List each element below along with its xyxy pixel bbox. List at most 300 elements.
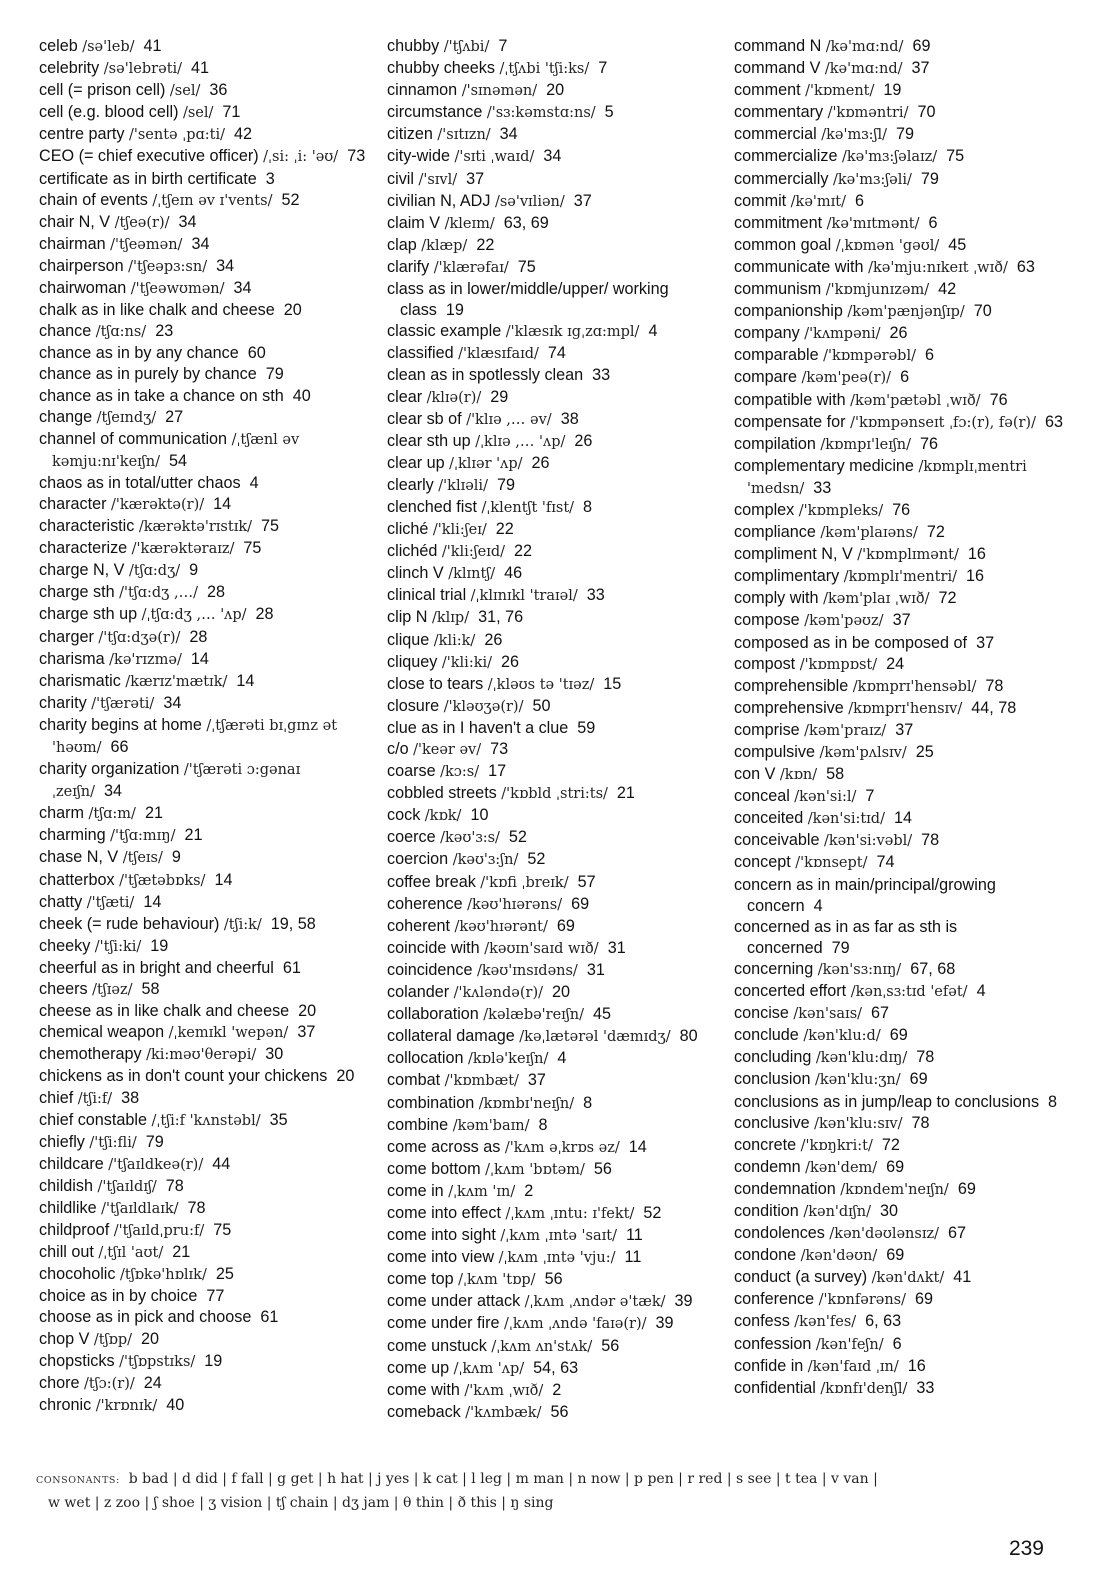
- unit-number: 26: [889, 324, 908, 343]
- index-entry: [734, 588, 1064, 610]
- headword: chickens as in don't count your chickens: [39, 1067, 328, 1086]
- unit-number: 78: [916, 1048, 935, 1067]
- unit-number: 20: [546, 81, 565, 100]
- headword: commitment: [734, 213, 823, 232]
- headword: chubby: [387, 37, 440, 55]
- unit-number: 31: [607, 938, 626, 957]
- pronunciation: /'kɒfi ˌbreɪk/: [480, 874, 569, 891]
- headword: complementary medicine: [734, 456, 914, 475]
- index-entry: [734, 323, 1064, 345]
- index-entry: [734, 102, 1064, 124]
- pronunciation: /kəm'plaɪ ˌwɪð/: [823, 591, 930, 608]
- headword: chairperson: [39, 256, 124, 275]
- pronunciation: /ˌtʃɪl 'aʊt/: [98, 1245, 164, 1262]
- unit-number: 58: [141, 980, 160, 999]
- index-entry: [39, 516, 369, 538]
- index-entry: [387, 409, 717, 431]
- index-entry: [39, 803, 369, 825]
- pronunciation: /'tʃærəti ɔ:gənaɪˌzeɪʃn/: [52, 762, 301, 801]
- unit-number: 79: [265, 365, 284, 384]
- index-entry: [387, 1026, 717, 1048]
- headword: clinical trial: [387, 586, 467, 605]
- headword: combat: [387, 1071, 441, 1090]
- unit-number: 69: [886, 1246, 905, 1265]
- pronunciation: /kɒmprɪ'hensəbl/: [852, 678, 977, 695]
- unit-number: 34: [191, 234, 210, 253]
- index-entry: [734, 1378, 1064, 1400]
- unit-number: 30: [265, 1045, 284, 1064]
- headword: confidential: [734, 1378, 816, 1397]
- headword: chalk as in like chalk and cheese: [39, 301, 275, 320]
- index-entry: [734, 764, 1064, 786]
- index-entry: [387, 58, 717, 80]
- headword: conclusions as in jump/leap to conclusions: [734, 1092, 1040, 1111]
- unit-number: 74: [876, 853, 895, 872]
- headword: change: [39, 407, 93, 426]
- unit-number: 40: [166, 1395, 185, 1414]
- index-entry: [39, 494, 369, 516]
- unit-number: 67: [871, 1004, 890, 1023]
- pronunciation: /klɪp/: [431, 610, 470, 627]
- pronunciation: /ˌkləʊs tə 'tɪəz/: [487, 676, 595, 693]
- headword: cheerful as in bright and cheerful: [39, 958, 274, 977]
- headword: cobbled streets: [387, 784, 497, 803]
- index-entry: [734, 1157, 1064, 1179]
- headword: collocation: [387, 1049, 464, 1068]
- pronunciation: /kəʊ'ɜ:s/: [440, 830, 500, 847]
- headword: clue as in I haven't a clue: [387, 718, 569, 737]
- pronunciation: /kɒmbɪ'neɪʃn/: [478, 1095, 575, 1112]
- pronunciation: /klɪntʃ/: [448, 566, 496, 583]
- index-entry: [734, 1003, 1064, 1025]
- unit-number: 14: [143, 892, 162, 911]
- headword: come under attack: [387, 1292, 521, 1311]
- index-entry: [39, 825, 369, 847]
- pronunciation: /kəm'peə(r)/: [801, 370, 892, 387]
- headword: concrete: [734, 1135, 797, 1154]
- unit-number: 16: [907, 1356, 926, 1375]
- pronunciation: /sel/: [182, 105, 214, 122]
- unit-number: 33: [813, 478, 832, 497]
- headword: compliance: [734, 523, 816, 542]
- pronunciation: /'sɪti ˌwaɪd/: [454, 149, 535, 166]
- index-entry: [734, 1179, 1064, 1201]
- unit-number: 52: [527, 850, 546, 869]
- unit-number: 79: [496, 475, 515, 494]
- index-entry: [39, 1264, 369, 1286]
- headword: concern as in main/principal/growing concern: [734, 875, 996, 915]
- headword: conclusive: [734, 1113, 810, 1132]
- headword: compulsive: [734, 743, 815, 761]
- unit-number: 58: [826, 765, 845, 784]
- unit-number: 25: [215, 1265, 234, 1284]
- index-entry: [387, 1159, 717, 1181]
- unit-number: 66: [110, 738, 129, 756]
- headword: combination: [387, 1093, 475, 1112]
- index-entry: [734, 279, 1064, 301]
- pronunciation: /kəʊ'hɪərəns/: [467, 896, 563, 913]
- unit-number: 19: [204, 1351, 223, 1370]
- pronunciation: /kleɪm/: [444, 215, 495, 232]
- headword: claim V: [387, 213, 441, 232]
- unit-number: 34: [216, 256, 235, 275]
- pronunciation: /'kɒnsept/: [795, 855, 868, 872]
- pronunciation: /kə'mɜ:ʃəlaɪz/: [841, 149, 938, 166]
- headword: coercion: [387, 850, 449, 869]
- index-entry: [734, 676, 1064, 698]
- headword: coincide with: [387, 938, 480, 957]
- pronunciation: /'tʃʌbi/: [443, 39, 490, 55]
- unit-number: 76: [920, 434, 939, 453]
- unit-number: 8: [583, 497, 593, 516]
- headword: classified: [387, 344, 454, 363]
- index-entry: [387, 960, 717, 982]
- unit-number: 25: [915, 743, 934, 761]
- pronunciation: /kən'feʃn/: [815, 1336, 884, 1353]
- headword: compose: [734, 611, 800, 630]
- headword: comprehensible: [734, 676, 849, 695]
- headword: chatterbox: [39, 870, 115, 889]
- index-entry: [39, 300, 369, 321]
- pronunciation: /kən'si:l/: [794, 789, 857, 806]
- headword: collaboration: [387, 1005, 479, 1024]
- headword: conceal: [734, 787, 790, 806]
- index-entry: [39, 36, 369, 58]
- headword: comprehensive: [734, 698, 844, 717]
- pronunciation: /'tʃaɪldˌpru:f/: [113, 1223, 205, 1240]
- unit-number: 4: [813, 896, 823, 915]
- unit-number: 20: [141, 1329, 160, 1348]
- headword: charge N, V: [39, 561, 125, 580]
- headword: coherence: [387, 894, 463, 913]
- index-entry: [734, 1113, 1064, 1135]
- index-entry: [734, 235, 1064, 257]
- pronunciation: /kən'dəʊlənsɪz/: [829, 1226, 939, 1243]
- pronunciation: /kəm'pætəbl ˌwɪð/: [850, 392, 981, 409]
- pronunciation: /kən'klu:sɪv/: [814, 1115, 903, 1132]
- index-entry: [387, 805, 717, 827]
- pronunciation: /'tʃi:fli/: [89, 1134, 137, 1151]
- pronunciation: /'kɒŋkri:t/: [800, 1137, 873, 1154]
- unit-number: 22: [476, 235, 495, 254]
- index-entry: [39, 1176, 369, 1198]
- pronunciation: /'tʃætəbɒks/: [119, 872, 206, 889]
- index-entry: [387, 718, 717, 739]
- pronunciation: /kɒn/: [779, 767, 818, 784]
- headword: close to tears: [387, 674, 484, 693]
- pronunciation: /tʃeɪs/: [122, 850, 163, 867]
- headword: coherent: [387, 916, 450, 935]
- unit-number: 75: [261, 517, 280, 536]
- headword: class as in lower/middle/upper/ working class: [387, 280, 669, 320]
- index-entry: [39, 560, 369, 582]
- pronunciation: /ˌkʌm 'ʌp/: [453, 1360, 525, 1377]
- pronunciation: /kɒndem'neɪʃn/: [840, 1181, 949, 1198]
- unit-number: 4: [976, 982, 986, 1001]
- pronunciation: /tʃɔ:(r)/: [84, 1375, 135, 1392]
- pronunciation: /'klæsɪk ɪgˌzɑ:mpl/: [505, 324, 640, 341]
- pronunciation: /kə'mɜ:ʃəli/: [832, 171, 912, 188]
- headword: confession: [734, 1334, 812, 1353]
- unit-number: 33: [592, 366, 611, 385]
- headword: concerned as in as far as sth is concerned: [734, 917, 958, 957]
- index-entry: [387, 36, 717, 58]
- index-entry: [734, 875, 1064, 917]
- unit-number: 34: [543, 147, 562, 166]
- index-entry: [734, 566, 1064, 588]
- headword: charity begins at home: [39, 715, 202, 734]
- headword: cheek (= rude behaviour): [39, 914, 220, 933]
- pronunciation: /kən'dɪʃn/: [803, 1203, 871, 1220]
- pronunciation: /'sɪnəmən/: [461, 83, 538, 100]
- index-entry: [387, 1093, 717, 1115]
- headword: chill out: [39, 1243, 94, 1262]
- index-entry: [39, 58, 369, 80]
- unit-number: 39: [655, 1314, 674, 1333]
- headword: coerce: [387, 828, 436, 847]
- headword: chain of events: [39, 190, 148, 209]
- unit-number: 44: [212, 1154, 231, 1173]
- headword: chase N, V: [39, 848, 119, 867]
- pronunciation: /'kʌmpəni/: [804, 326, 881, 343]
- headword: come up: [387, 1358, 450, 1377]
- index-entry: [387, 982, 717, 1004]
- headword: colander: [387, 983, 450, 1002]
- pronunciation: /'kɒment/: [805, 83, 875, 100]
- headword: choice as in by choice: [39, 1287, 198, 1306]
- headword: cell (e.g. blood cell): [39, 103, 179, 122]
- unit-number: 60: [247, 344, 266, 363]
- index-entry: [387, 696, 717, 718]
- index-entry: [39, 1395, 369, 1417]
- unit-number: 69: [571, 894, 590, 913]
- index-entry: [387, 872, 717, 894]
- headword: chance as in purely by chance: [39, 365, 257, 384]
- headword: cheese as in like chalk and cheese: [39, 1002, 290, 1021]
- headword: chair N, V: [39, 212, 111, 231]
- index-entry: [387, 916, 717, 938]
- pronunciation: /kən'saɪs/: [793, 1006, 863, 1023]
- index-entry: [39, 1329, 369, 1351]
- index-entry: [734, 345, 1064, 367]
- unit-number: 10: [470, 806, 489, 825]
- index-entry: [387, 191, 717, 213]
- index-entry: [734, 830, 1064, 852]
- unit-number: 33: [916, 1378, 935, 1397]
- pronunciation: /kəlæbə'reɪʃn/: [483, 1007, 584, 1024]
- unit-number: 7: [598, 59, 608, 78]
- pronunciation: /kə'mɪtmənt/: [826, 215, 920, 232]
- headword: chore: [39, 1373, 80, 1392]
- unit-number: 26: [501, 652, 520, 671]
- unit-number: 6: [924, 346, 934, 365]
- pronunciation: /ˌklentʃt 'fɪst/: [481, 499, 575, 516]
- unit-number: 36: [209, 81, 228, 100]
- unit-number: 22: [514, 542, 533, 561]
- unit-number: 41: [953, 1268, 972, 1287]
- index-entry: [734, 720, 1064, 742]
- unit-number: 78: [165, 1176, 184, 1195]
- headword: compliment N, V: [734, 545, 853, 564]
- unit-number: 50: [532, 696, 551, 715]
- pronunciation: /'krɒnɪk/: [95, 1397, 158, 1414]
- headword: come with: [387, 1380, 460, 1399]
- unit-number: 21: [616, 784, 635, 803]
- headword: come into sight: [387, 1226, 496, 1245]
- pronunciation: /'kʌmbæk/: [465, 1404, 542, 1421]
- pronunciation: /ˌkʌm ˌɪntə 'saɪt/: [500, 1228, 617, 1245]
- unit-number: 21: [144, 804, 163, 823]
- index-entry: [734, 1025, 1064, 1047]
- unit-number: 14: [893, 809, 912, 828]
- headword: communism: [734, 280, 822, 299]
- index-entry: [734, 610, 1064, 632]
- headword: charge sth up: [39, 605, 138, 624]
- pronunciation: /'tʃaɪldlaɪk/: [101, 1200, 179, 1217]
- index-entry: [387, 1269, 717, 1291]
- unit-number: 28: [206, 583, 225, 602]
- unit-number: 63: [1016, 257, 1035, 276]
- headword: clip N: [387, 608, 428, 627]
- pronunciation: /'kli:ʃeɪ/: [432, 522, 487, 539]
- pronunciation: /kəʊ'ɪnsɪdəns/: [477, 962, 578, 979]
- index-entry: [39, 102, 369, 124]
- index-entry: [387, 849, 717, 871]
- unit-number: 79: [145, 1132, 164, 1151]
- index-entry: [387, 1115, 717, 1137]
- unit-number: 34: [104, 782, 123, 801]
- unit-number: 41: [191, 59, 210, 78]
- unit-number: 69: [915, 1290, 934, 1309]
- headword: combine: [387, 1115, 449, 1134]
- pronunciation: /'klɪəli/: [438, 477, 488, 494]
- headword: childlike: [39, 1198, 97, 1217]
- pronunciation: /ˌkʌm ˌɪntu: ɪ'fekt/: [505, 1205, 635, 1222]
- pronunciation: /tʃɒp/: [93, 1331, 133, 1348]
- index-entry: [39, 278, 369, 300]
- index-entry: [734, 654, 1064, 676]
- pronunciation: /ˌtʃærəti bɪˌgɪnz ət 'həʊm/: [52, 717, 338, 756]
- index-entry: [387, 1203, 717, 1225]
- pronunciation: /kærəktə'rɪstɪk/: [138, 519, 252, 536]
- unit-number: 28: [189, 627, 208, 646]
- unit-number: 45: [948, 235, 967, 254]
- headword: cinnamon: [387, 81, 458, 100]
- headword: clique: [387, 630, 430, 649]
- pronunciation: /'kɒmplɪmənt/: [857, 547, 959, 564]
- pronunciation: /'kli:ʃeɪd/: [441, 544, 506, 561]
- unit-number: 69: [886, 1157, 905, 1176]
- index-entry: [39, 1154, 369, 1176]
- pronunciation: /'kɒmbæt/: [444, 1073, 519, 1090]
- unit-number: 78: [985, 676, 1004, 695]
- index-entry: [387, 1247, 717, 1269]
- unit-number: 14: [214, 870, 233, 889]
- unit-number: 27: [165, 407, 184, 426]
- unit-number: 72: [938, 589, 957, 608]
- index-entry: [387, 475, 717, 497]
- headword: company: [734, 324, 800, 343]
- pronunciation: /sə'leb/: [82, 39, 135, 55]
- index-entry: [734, 1135, 1064, 1157]
- unit-number: 52: [508, 828, 527, 847]
- index-entry: [387, 169, 717, 191]
- unit-number: 37: [297, 1023, 316, 1042]
- unit-number: 45: [592, 1005, 611, 1024]
- pronunciation: /kən'sɜ:nɪŋ/: [817, 961, 902, 978]
- pronunciation: /kən'si:tɪd/: [807, 811, 885, 828]
- index-entry: [39, 979, 369, 1001]
- unit-number: 54: [168, 451, 187, 470]
- pronunciation: /'tʃeəpɜ:sn/: [128, 258, 208, 275]
- unit-number: 17: [488, 762, 507, 781]
- pronunciation: /'tʃi:ki/: [94, 938, 142, 955]
- index-entry: [734, 1334, 1064, 1356]
- headword: charity: [39, 693, 87, 712]
- pronunciation: /kən'fes/: [794, 1314, 857, 1331]
- unit-number: 37: [911, 59, 930, 78]
- index-entry: [734, 58, 1064, 80]
- index-column-3: [734, 36, 1064, 1400]
- unit-number: 61: [282, 958, 301, 977]
- headword: command V: [734, 59, 821, 78]
- headword: conduct (a survey): [734, 1268, 868, 1287]
- index-entry: [387, 541, 717, 563]
- pronunciation: /kɒmplɪ'mentri/: [843, 569, 957, 586]
- headword: complex: [734, 500, 795, 519]
- index-entry: [387, 102, 717, 124]
- unit-number: 69: [909, 1070, 928, 1089]
- unit-number: 77: [206, 1287, 225, 1306]
- headword: channel of communication: [39, 429, 228, 448]
- unit-number: 14: [628, 1137, 647, 1156]
- unit-number: 69: [912, 37, 931, 55]
- headword: condemn: [734, 1157, 801, 1176]
- index-entry: [734, 633, 1064, 654]
- headword: compilation: [734, 434, 816, 453]
- headword: clear: [387, 387, 423, 406]
- pronunciation: /kəʊ'hɪərənt/: [454, 918, 548, 935]
- index-entry: [39, 407, 369, 429]
- index-entry: [387, 563, 717, 585]
- pronunciation: /'tʃæti/: [86, 894, 135, 911]
- index-entry: [39, 693, 369, 715]
- index-entry: [387, 519, 717, 541]
- index-entry: [387, 1336, 717, 1358]
- headword: character: [39, 494, 107, 513]
- unit-number: 6, 63: [865, 1312, 902, 1331]
- headword: charger: [39, 627, 94, 646]
- headword: cliquey: [387, 652, 438, 671]
- index-entry: [387, 761, 717, 783]
- unit-number: 19: [883, 81, 902, 100]
- pronunciation: /'kærəktəraɪz/: [131, 541, 235, 558]
- unit-number: 19: [150, 936, 169, 955]
- pronunciation: /ˌklɪər 'ʌp/: [449, 455, 523, 472]
- pronunciation: /kɒk/: [424, 808, 462, 825]
- pronunciation: /'kʌləndə(r)/: [453, 985, 544, 1002]
- index-entry: [734, 544, 1064, 566]
- unit-number: 22: [495, 520, 514, 539]
- headword: come top: [387, 1270, 454, 1289]
- unit-number: 6: [855, 191, 865, 210]
- index-entry: [734, 434, 1064, 456]
- index-entry: [39, 234, 369, 256]
- headword: clenched fist: [387, 497, 477, 516]
- pronunciation: /'kʌm ˌwɪð/: [464, 1382, 544, 1399]
- pronunciation: /kən'dəʊn/: [800, 1248, 878, 1265]
- unit-number: 4: [557, 1049, 567, 1068]
